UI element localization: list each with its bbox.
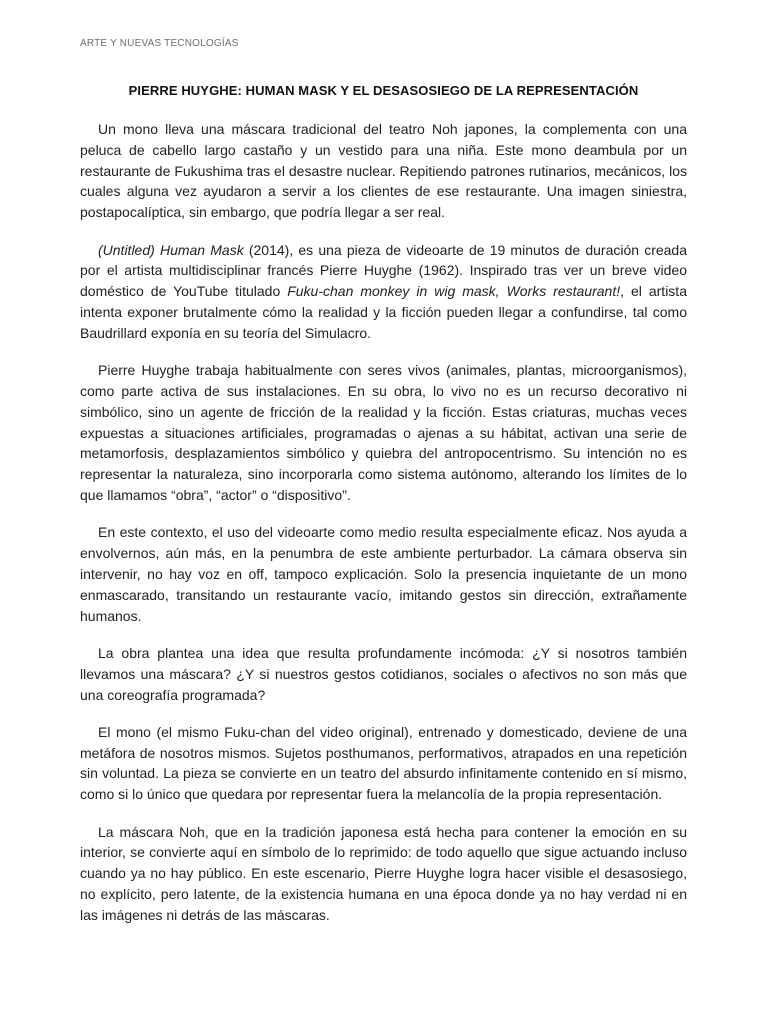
running-header: ARTE Y NUEVAS TECNOLOGÍAS: [80, 38, 239, 49]
paragraph-6: El mono (el mismo Fuku-chan del video original), entrenado y domesticado, deviene de una metáfora de nosotros mismos. Sujetos posthumanos, performativos, atrapados en una repetición sin voluntad. La pieza se convierte en un teatro del absurdo infinitamente contenido en sí mismo, como si lo único que quedara por representar fuera la melancolía de la propia representación.: [80, 723, 687, 803]
paragraph-5: La obra plantea una idea que resulta profundamente incómoda: ¿Y si nosotros también llevamos una máscara? ¿Y si nuestros gestos cotidianos, sociales o afectivos no son más que una coreografía programada?: [80, 644, 687, 703]
paragraph-2-text-a: (2014), es una pieza de videoarte de 19 minutos de duración creada por el artista multidisciplinar francés Pierre Huyghe (1962). Inspirado tras ver un breve video doméstico de YouTube titulado: [80, 241, 688, 300]
paragraph-3: Pierre Huyghe trabaja habitualmente con seres vivos (animales, plantas, microorganismos), como parte activa de sus instalaciones. En su obra, lo vivo no es un recurso decorativo ni simbólico, sino un agente de fricción de la realidad y la ficción. Estas criaturas, muchas veces expuestas a situaciones artificiales, programadas o ajenas a su hábitat, activan una serie de metamorfosis, desplazamientos simbólico y quiebra del antropocentrismo. Su intención no es representar la naturaleza, sino incorporarla como sistema autónomo, alterando los límites de lo que llamamos “obra”, “actor” o “dispositivo”.: [80, 362, 687, 503]
paragraph-2: [80, 240, 687, 344]
paragraph-7: La máscara Noh, que en la tradición japonesa está hecha para contener la emoción en su interior, se convierte aquí en símbolo de lo reprimido: de todo aquello que sigue actuando incluso cuando ya no hay público. En este escenario, Pierre Huyghe logra hacer visible el desasosiego, no explícito, pero latente, de la existencia humana en una época donde ya no hay verdad ni en las imágenes ni detrás de las máscaras.: [80, 823, 687, 923]
video-title: Fuku-chan monkey in wig mask, Works restaurant!: [287, 283, 621, 300]
article-title: PIERRE HUYGHE: HUMAN MASK Y EL DESASOSIEGO DE LA REPRESENTACIÓN: [128, 83, 639, 98]
paragraph-2-text-b: , el artista intenta exponer brutalmente cómo la realidad y la ficción pueden llegar a confundirse, tal como Baudrillard exponía en su teoría del Simulacro.: [80, 283, 687, 341]
paragraph-4: En este contexto, el uso del videoarte como medio resulta especialmente eficaz. Nos ayuda a envolvernos, aún más, en la penumbra de este ambiente perturbador. La cámara observa sin intervenir, no hay voz en off, tampoco explicación. Solo la presencia inquietante de un mono enmascarado, transitando un restaurante vacío, imitando gestos sin dirección, extrañamente humanos.: [80, 524, 687, 624]
article-body: [80, 119, 687, 942]
paragraph-1: Un mono lleva una máscara tradicional del teatro Noh japones, la complementa con una peluca de cabello largo castaño y un vestido para una niña. Este mono deambula por un restaurante de Fukushima tras el desastre nuclear. Repitiendo patrones rutinarios, mecánicos, los cuales alguna vez ayudaron a servir a los clientes de ese restaurante. Una imagen siniestra, postapocalíptica, sin embargo, que podría llegar a ser real.: [80, 121, 687, 221]
work-title: (Untitled) Human Mask: [98, 241, 244, 258]
